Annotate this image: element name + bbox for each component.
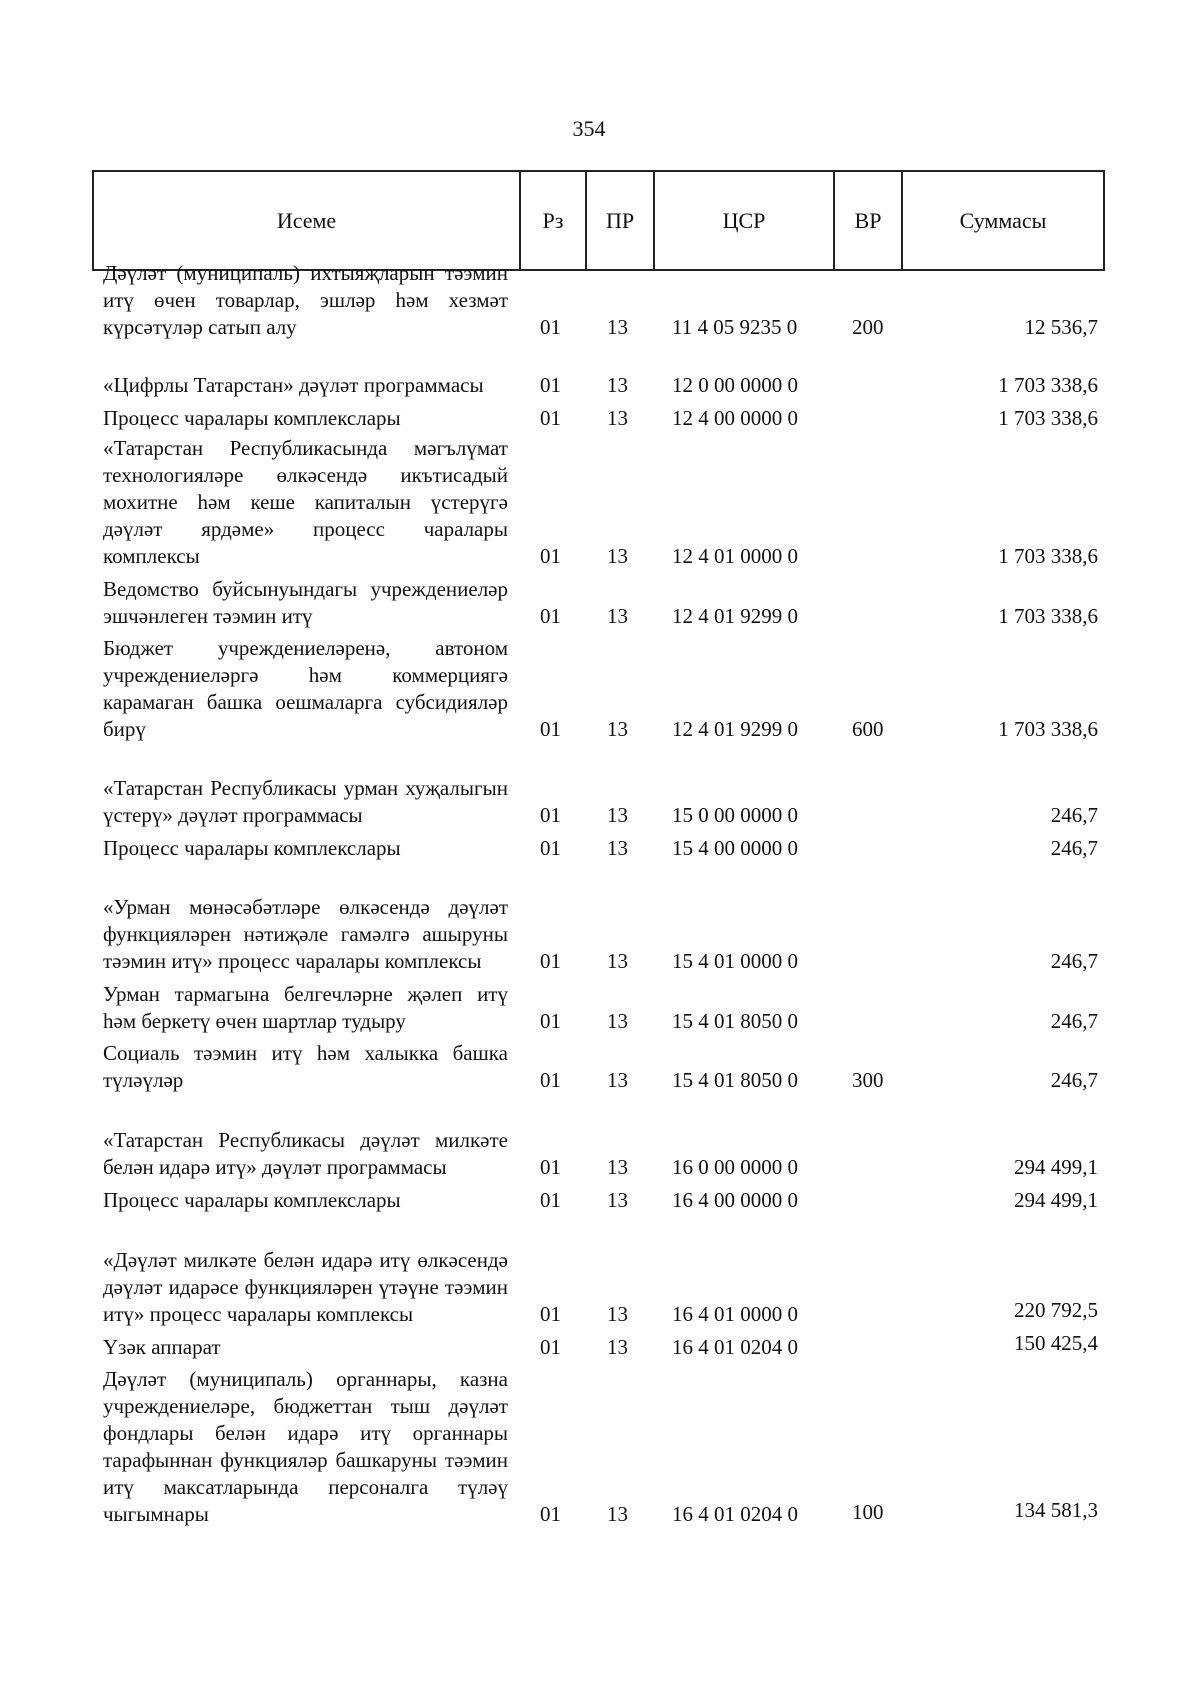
table-row [0,261,1200,341]
row-csr: 11 4 05 9235 0 [672,315,798,339]
row-name: Дәүләт (муниципаль) ихтыяҗларын тәэмин итү өчен товарлар, эшләр һәм хезмәт күрсәтүләр сатып алу [103,261,508,339]
row-vr: 600 [852,717,884,741]
row-pr: 13 [607,1302,628,1326]
row-sum: 246,7 [1050,803,1098,827]
header-csr: ЦСР [655,172,835,269]
header-rz: Рз [521,172,587,269]
row-pr: 13 [607,717,628,741]
table-row [0,436,1200,570]
row-pr: 13 [607,315,628,339]
row-rz: 01 [540,373,561,397]
row-name: Дәүләт (муниципаль) органнары, казна учреждениеләре, бюджеттан тыш дәүләт фондлары белән идарә итү органнары тарафыннан функцияләр башкаруны тәэмин итү максатларында персоналга түләү чыгымнары [103,1367,508,1526]
row-name: Процесс чаралары комплекслары [103,1188,401,1212]
row-rz: 01 [540,836,561,860]
table-row [0,636,1200,743]
row-name: Процесс чаралары комплекслары [103,406,401,430]
row-name: «Татарстан Республикасы урман хуҗалыгын үстерү» дәүләт программасы [103,776,508,827]
table-row [0,373,1200,399]
row-name: «Татарстан Республикасында мәгълүмат технологияләре өлкәсендә икътисадый мохитне һәм кеше капиталын үстерүгә дәүләт ярдәме» процесс чаралары комплексы [103,436,508,568]
row-sum: 150 425,4 [1014,1331,1098,1355]
row-sum: 1 703 338,6 [998,373,1098,397]
row-rz: 01 [540,1188,561,1212]
row-csr: 15 4 01 8050 0 [672,1068,798,1092]
row-pr: 13 [607,1188,628,1212]
row-rz: 01 [540,315,561,339]
row-csr: 15 4 00 0000 0 [672,836,798,860]
row-pr: 13 [607,1155,628,1179]
header-pr: ПР [587,172,655,269]
row-vr: 300 [852,1068,884,1092]
row-sum: 12 536,7 [1024,315,1098,339]
row-sum: 246,7 [1050,1009,1098,1033]
row-name: «Дәүләт милкәте белән идарә итү өлкәсендә дәүләт идарәсе функцияләрен үтәүне тәэмин итү» процесс чаралары комплексы [103,1248,508,1326]
row-name: Урман тармагына белгечләрне җәлеп итү һәм беркетү өчен шартлар тудыру [103,982,508,1033]
table-header [92,170,1105,271]
row-sum: 134 581,3 [1014,1498,1098,1522]
row-pr: 13 [607,373,628,397]
row-csr: 15 0 00 0000 0 [672,803,798,827]
row-pr: 13 [607,544,628,568]
row-pr: 13 [607,1009,628,1033]
row-csr: 16 4 00 0000 0 [672,1188,798,1212]
row-pr: 13 [607,836,628,860]
header-sum: Суммасы [959,207,1047,233]
table-row [0,1188,1200,1214]
row-csr: 12 4 00 0000 0 [672,406,798,430]
row-name: Социаль тәэмин итү һәм халыкка башка түләүләр [103,1041,508,1092]
row-sum: 246,7 [1050,836,1098,860]
row-sum: 246,7 [1050,949,1098,973]
table-row [0,836,1200,862]
row-csr: 12 0 00 0000 0 [672,373,798,397]
row-rz: 01 [540,949,561,973]
row-csr: 16 4 01 0000 0 [672,1302,798,1326]
row-name: «Татарстан Республикасы дәүләт милкәте белән идарә итү» дәүләт программасы [103,1128,508,1179]
table-row [0,406,1200,432]
row-name: Үзәк аппарат [103,1335,221,1359]
row-name: Процесс чаралары комплекслары [103,836,401,860]
row-csr: 12 4 01 9299 0 [672,604,798,628]
row-rz: 01 [540,803,561,827]
row-rz: 01 [540,1068,561,1092]
row-pr: 13 [607,1335,628,1359]
row-pr: 13 [607,803,628,827]
table-row [0,577,1200,630]
table-row [0,1041,1200,1094]
table-row [0,1248,1200,1328]
row-sum: 1 703 338,6 [998,604,1098,628]
row-csr: 12 4 01 9299 0 [672,717,798,741]
row-csr: 16 4 01 0204 0 [672,1335,798,1359]
row-pr: 13 [607,1502,628,1526]
row-rz: 01 [540,1335,561,1359]
row-rz: 01 [540,717,561,741]
row-name: «Урман мөнәсәбәтләре өлкәсендә дәүләт функцияләрен нәтиҗәле гамәлгә ашыруны тәэмин итү» процесс чаралары комплексы [103,895,508,973]
row-vr: 100 [852,1500,884,1524]
table-row [0,1367,1200,1528]
row-csr: 12 4 01 0000 0 [672,544,798,568]
row-rz: 01 [540,1502,561,1526]
row-rz: 01 [540,1009,561,1033]
table-row [0,895,1200,975]
row-pr: 13 [607,949,628,973]
row-csr: 16 0 00 0000 0 [672,1155,798,1179]
row-sum: 1 703 338,6 [998,544,1098,568]
row-pr: 13 [607,604,628,628]
row-sum: 220 792,5 [1014,1298,1098,1322]
row-rz: 01 [540,604,561,628]
row-csr: 15 4 01 8050 0 [672,1009,798,1033]
row-sum: 294 499,1 [1014,1155,1098,1179]
page-number: 354 [572,116,606,141]
header-name: Исеме [94,172,521,269]
row-rz: 01 [540,406,561,430]
row-rz: 01 [540,1302,561,1326]
row-sum: 294 499,1 [1014,1188,1098,1212]
header-vr: ВР [835,172,903,269]
row-name: «Цифрлы Татарстан» дәүләт программасы [103,373,484,397]
table-row [0,982,1200,1035]
row-sum: 1 703 338,6 [998,717,1098,741]
table-row [0,776,1200,829]
row-pr: 13 [607,1068,628,1092]
row-rz: 01 [540,544,561,568]
row-pr: 13 [607,406,628,430]
row-sum: 1 703 338,6 [998,406,1098,430]
table-row [0,1331,1200,1361]
row-name: Ведомство буйсынуындагы учреждениеләр эшчәнлеген тәэмин итү [103,577,508,628]
row-vr: 200 [852,315,884,339]
row-name: Бюджет учреждениеләренә, автоном учреждениеләргә һәм коммерциягә карамаган башка оешмаларга субсидияләр бирү [103,636,508,741]
row-csr: 16 4 01 0204 0 [672,1502,798,1526]
row-csr: 15 4 01 0000 0 [672,949,798,973]
table-row [0,1128,1200,1181]
row-rz: 01 [540,1155,561,1179]
row-sum: 246,7 [1050,1068,1098,1092]
